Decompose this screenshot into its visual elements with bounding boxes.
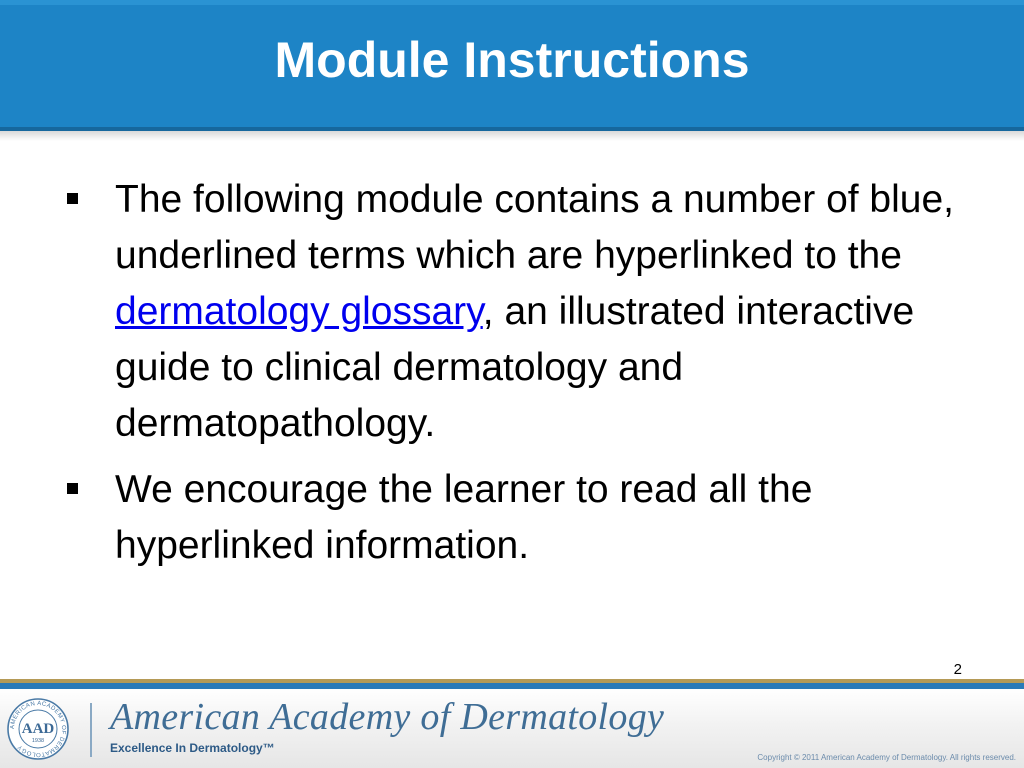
organization-tagline: Excellence In Dermatology™	[110, 741, 275, 755]
bullet-text: We encourage the learner to read all the hyperlinked information.	[115, 468, 813, 567]
title-bar	[0, 0, 1024, 131]
bullet-item-glossary	[60, 172, 960, 452]
bullet-text-after-link: , an illustrated interactive guide to clinical dermatology and dermatopathology.	[115, 290, 915, 445]
seal-abbrev: AAD	[21, 721, 55, 737]
copyright-notice: Copyright © 2011 American Academy of Dermatology. All rights reserved.	[757, 753, 1016, 762]
bullet-text-before-link: The following module contains a number of blue, underlined terms which are hyperlinked to the	[115, 178, 954, 277]
bullet-item-encourage	[60, 462, 960, 574]
title-bar-shadow	[0, 131, 1024, 141]
footer	[0, 689, 1024, 768]
seal-year: 1938	[31, 738, 45, 744]
slide-title: Module Instructions	[274, 32, 750, 88]
square-bullet-icon	[67, 483, 78, 494]
seal-ring-text: AMERICAN ACADEMY OF DERMATOLOGY	[9, 700, 67, 758]
square-bullet-icon	[67, 193, 78, 204]
footer-divider	[90, 703, 92, 757]
bullet-list	[60, 172, 960, 584]
organization-name: American Academy of Dermatology	[110, 696, 665, 738]
page-number: 2	[953, 661, 962, 678]
aad-seal-logo	[6, 697, 70, 761]
dermatology-glossary-link[interactable]: dermatology glossary	[115, 290, 483, 333]
